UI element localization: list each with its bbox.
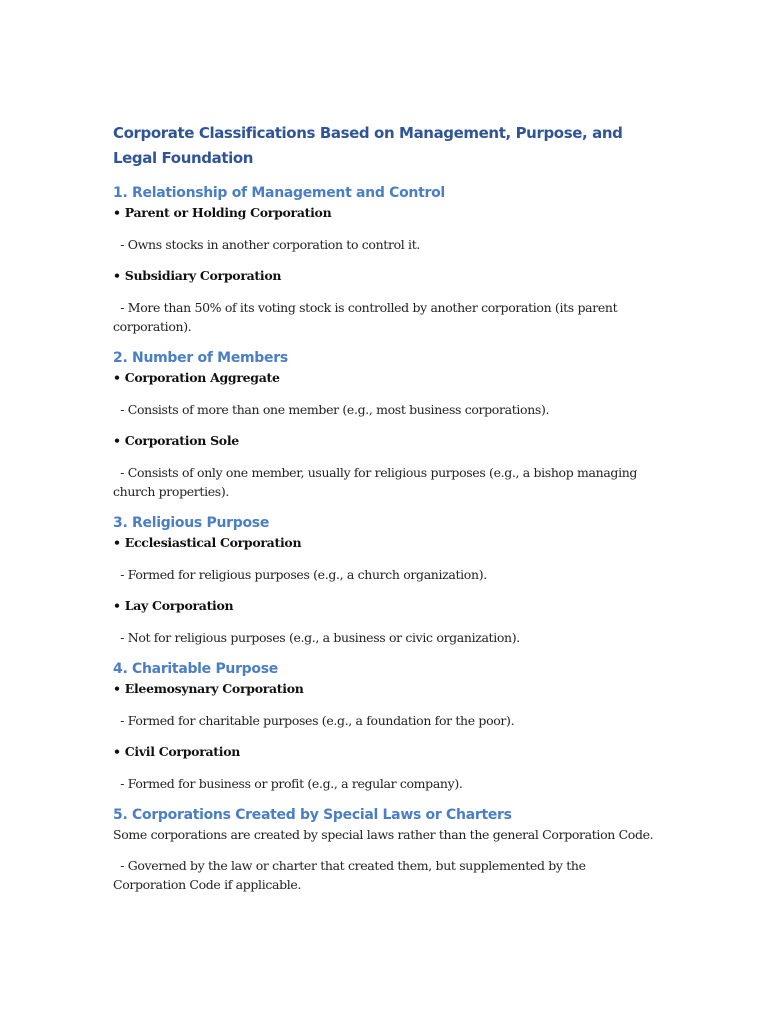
item-title-eleemosynary: • Eleemosynary Corporation — [113, 681, 304, 696]
section-heading: 1. Relationship of Management and Control — [113, 185, 445, 201]
item-desc-aggregate: - Consists of more than one member (e.g., most business corporations). — [113, 402, 550, 417]
section-heading: 2. Number of Members — [113, 350, 288, 366]
item-title-aggregate: • Corporation Aggregate — [113, 370, 280, 385]
section-heading: 4. Charitable Purpose — [113, 661, 278, 677]
item-desc-parent-holding: - Owns stocks in another corporation to control it. — [113, 237, 420, 252]
document-page — [113, 121, 658, 894]
item-desc-sole: - Consists of only one member, usually for religious purposes (e.g., a bishop managing church properties). — [113, 465, 641, 499]
item-title-sole: • Corporation Sole — [113, 433, 239, 448]
item-title-ecclesiastical: • Ecclesiastical Corporation — [113, 535, 302, 550]
section-paragraph: Some corporations are created by special laws rather than the general Corporation Code. — [113, 827, 654, 842]
item-desc-subsidiary: - More than 50% of its voting stock is controlled by another corporation (its parent corporation). — [113, 300, 621, 334]
item-desc-lay: - Not for religious purposes (e.g., a business or civic organization). — [113, 630, 520, 645]
document-title: Corporate Classifications Based on Management, Purpose, and Legal Foundation — [113, 124, 623, 167]
section-special-laws — [113, 805, 658, 894]
item-title-lay: • Lay Corporation — [113, 598, 234, 613]
section-religious-purpose — [113, 513, 658, 647]
item-title-parent-holding: • Parent or Holding Corporation — [113, 205, 332, 220]
section-heading: 3. Religious Purpose — [113, 515, 270, 531]
item-desc-eleemosynary: - Formed for charitable purposes (e.g., a foundation for the poor). — [113, 713, 515, 728]
item-desc-ecclesiastical: - Formed for religious purposes (e.g., a church organization). — [113, 567, 487, 582]
section-heading: 5. Corporations Created by Special Laws or Charters — [113, 807, 512, 823]
item-title-civil: • Civil Corporation — [113, 744, 241, 759]
section-charitable-purpose — [113, 659, 658, 793]
item-desc-civil: - Formed for business or profit (e.g., a regular company). — [113, 776, 463, 791]
section-management-control — [113, 183, 658, 336]
item-title-subsidiary: • Subsidiary Corporation — [113, 268, 282, 283]
section-note: - Governed by the law or charter that created them, but supplemented by the Corporation Code if applicable. — [113, 858, 590, 892]
section-number-of-members — [113, 348, 658, 501]
